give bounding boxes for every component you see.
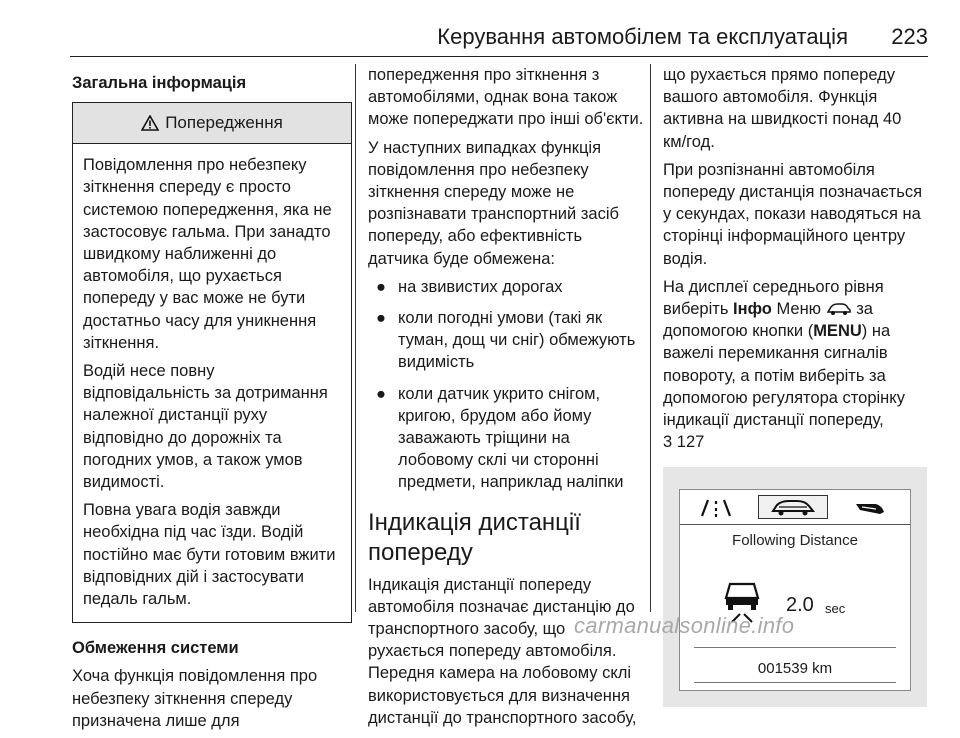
warning-paragraph-1: Повідомлення про небезпеку зіткнення спереду є просто системою попередження, яка не застосовує гальма. При занадто швидкому наближенні до автомобіля, що рухається попереду у вас може не бути достатньо часу для уникнення зіткнення. [83, 156, 332, 352]
limits-paragraph: Хоча функція повідомлення про небезпеку зіткнення спереду призначена лише для [72, 667, 318, 730]
page-reference[interactable] [663, 433, 704, 451]
odometer-reading: 001539 km [757, 660, 833, 678]
menu-keyword: MENU [813, 322, 862, 341]
reference-page: 127 [676, 433, 705, 452]
section-heading-general: Загальна інформація [72, 74, 247, 92]
text-run: ) на важелі перемикання сигналів повороту, а потім виберіть за допомогою регулятора сторінку індикації дистанції попереду, [663, 322, 905, 430]
col2-paragraph-1: попередження про зіткнення з автомобілями, однак вона також може попереджати про інші об'єкти. [368, 66, 644, 129]
list-item [368, 276, 644, 298]
text-run: На дисплеї середнього рівня виберіть [663, 277, 884, 319]
bullet-icon: ● [376, 309, 386, 328]
warning-body [73, 144, 351, 622]
text-run: Меню [771, 300, 826, 319]
list-item-text: коли датчик укрито снігом, кригою, брудом або йому заважають тріщини на лобовому склі чи сторонні предмети, наприклад наліпки [398, 384, 624, 492]
list-item-text: коли погодні умови (такі як туман, дощ чи сніг) обмежують видимість [398, 309, 636, 372]
bullet-list [368, 276, 644, 494]
list-item [368, 307, 644, 374]
car-side-icon [850, 496, 890, 520]
warning-title: Попередження [165, 113, 283, 133]
page-number: 223 [891, 24, 928, 49]
column-1 [72, 64, 352, 738]
lane-icon [696, 496, 736, 520]
reference-arrow-icon: 3 [663, 433, 673, 452]
distance-unit: sec [825, 601, 846, 617]
info-display-screen [679, 489, 911, 691]
warning-paragraph-2: Водій несе повну відповідальність за дотримання належної дистанції руху відповідно до дорожніх та погодних умов, а також умов видимості. [83, 362, 328, 492]
warning-header [73, 103, 351, 144]
warning-paragraph-3: Повна увага водія завжди необхідна під час їзди. Водій постійно має бути готовим вжити відповідних дій і застосувати педаль гальм. [83, 501, 336, 609]
bullet-icon: ● [376, 277, 386, 296]
text-run: за допомогою кнопки ( [663, 300, 873, 341]
header-rule [70, 56, 928, 57]
column-divider [355, 64, 356, 612]
col2-paragraph-2: У наступних випадках функція повідомлення про небезпеку зіткнення спереду може не розпізнавати транспортний засіб попереду, або ефективність датчика буде обмежена: [368, 138, 619, 268]
list-item-text: на звивистих дорогах [398, 277, 563, 296]
tab-divider [680, 524, 910, 525]
distance-value: 2.0 [786, 594, 814, 617]
page-header [70, 22, 928, 58]
display-tab-row [680, 490, 910, 524]
section-heading-limits: Обмеження системи [72, 639, 239, 658]
col3-paragraph-3 [663, 276, 929, 454]
watermark: carmanualsonline.info [574, 613, 795, 638]
info-keyword: Інфо [733, 300, 772, 319]
odometer-rule-top [694, 647, 896, 648]
car-menu-icon [826, 302, 852, 316]
col2-paragraph-3: Індикація дистанції попереду автомобіля позначає дистанцію до транспортного засобу, що рухається попереду автомобіля. Передня камера на лобовому склі використовується для визначення дистанції до транспортного засобу, [368, 575, 637, 727]
display-illustration [663, 467, 927, 707]
section-heading-distance: Індикація дистанції попереду [368, 508, 581, 566]
list-item [368, 383, 644, 494]
warning-box [72, 102, 352, 623]
running-title: Керування автомобілем та експлуатація [437, 24, 848, 49]
column-divider [650, 64, 651, 612]
col3-paragraph-1: що рухається прямо попереду вашого автомобіля. Функція активна на швидкості понад 40 км/год. [663, 66, 902, 151]
odometer-rule-bottom [694, 682, 896, 683]
display-title: Following Distance [732, 532, 858, 550]
bullet-icon: ● [376, 384, 386, 403]
warning-triangle-icon [141, 115, 159, 131]
col3-paragraph-2: При розпізнанні автомобіля попереду дистанція позначається у секундах, покази наводяться на сторінці інформаційного центру водія. [663, 160, 923, 268]
car-front-icon [758, 495, 828, 519]
column-3 [663, 64, 929, 707]
